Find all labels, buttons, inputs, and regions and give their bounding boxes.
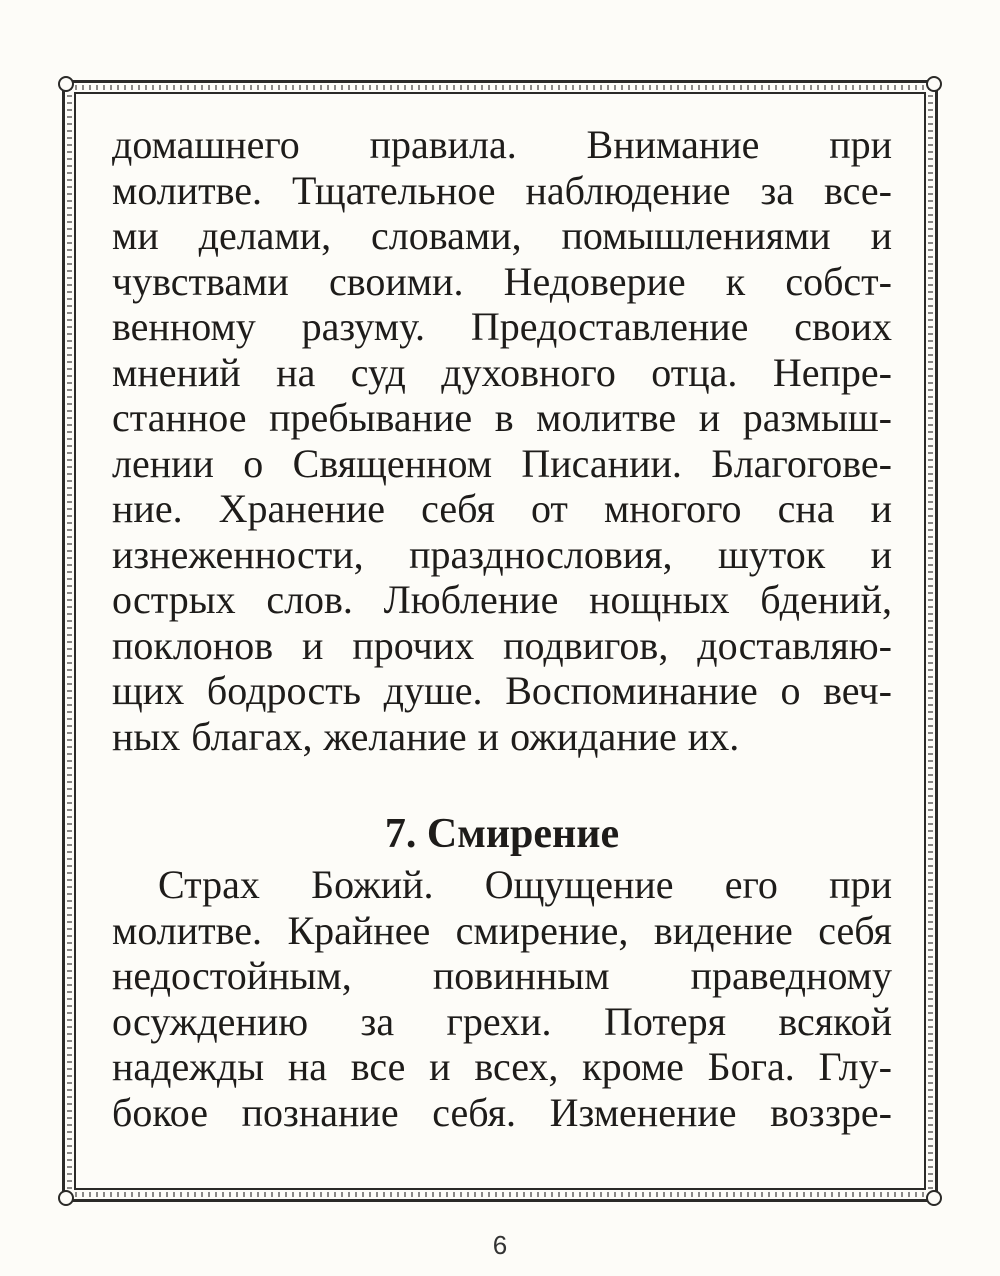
word: всех, [474, 1044, 559, 1089]
word: молитве [536, 395, 677, 440]
word: к [725, 258, 746, 304]
word: лении [112, 440, 214, 486]
word: Писании. [521, 440, 682, 486]
text-line [112, 623, 892, 669]
word: молитве. [112, 167, 263, 213]
word: воззре- [770, 1089, 892, 1135]
word: помышлениями [561, 213, 831, 258]
word: праведному [690, 953, 892, 998]
word: всякой [778, 998, 892, 1044]
text-line [112, 999, 892, 1045]
word: Священном [292, 440, 493, 486]
word: себя [421, 486, 495, 531]
word: Божий. [311, 862, 434, 907]
text-line [112, 908, 892, 954]
page-border-band-left [67, 86, 72, 1196]
word: и [477, 713, 500, 759]
word: наблюдение [525, 167, 731, 213]
page-border-band-right [928, 86, 933, 1196]
word: собст- [785, 258, 892, 304]
word: его [724, 862, 778, 907]
word: за [360, 998, 395, 1044]
word: грехи. [446, 998, 552, 1044]
word: Воспоминание [505, 668, 758, 713]
word: ожидание [510, 713, 677, 759]
word: бдений, [760, 577, 892, 622]
word: и [429, 1044, 451, 1089]
word: Предоставление [470, 304, 749, 349]
word: на [287, 1044, 328, 1089]
text-line [112, 350, 892, 396]
word: правила. [369, 122, 517, 167]
word: размыш- [742, 395, 892, 440]
word: о [780, 668, 801, 713]
corner-ornament-top-right [926, 76, 942, 92]
word: благах, [191, 713, 313, 759]
word: суд [350, 349, 406, 395]
word: видение [653, 907, 793, 953]
word: душе. [383, 668, 483, 713]
word: своими. [328, 258, 464, 304]
word: Изменение [549, 1089, 737, 1135]
text-line [112, 441, 892, 487]
text-line [112, 168, 892, 214]
text-line [112, 862, 892, 908]
word: Ощущение [484, 862, 674, 907]
word: Благогове- [711, 440, 892, 486]
word: Любление [383, 577, 559, 622]
word: прочих [352, 622, 475, 668]
word: мнений [112, 349, 241, 395]
word: молитве. [112, 907, 263, 953]
word: венному [112, 304, 256, 349]
word: шуток [717, 531, 826, 577]
word: их. [687, 713, 740, 759]
text-line [112, 259, 892, 305]
word: бокое [112, 1089, 208, 1135]
word: Потеря [603, 998, 726, 1044]
word: слов. [266, 577, 353, 622]
word: делами, [198, 213, 332, 258]
text-line [112, 1090, 892, 1136]
word: от [530, 486, 568, 531]
word: Глу- [818, 1044, 892, 1089]
word: и [302, 622, 324, 668]
word: подвигов, [503, 622, 669, 668]
text-line [112, 532, 892, 578]
text-line [112, 577, 892, 623]
word: все- [824, 167, 892, 213]
word: недостойным, [112, 953, 352, 998]
word: ми [112, 213, 159, 258]
word: надежды [112, 1044, 265, 1089]
word: духовного [441, 349, 616, 395]
word: осуждению [112, 998, 309, 1044]
paragraph-humility [112, 862, 892, 1135]
section-heading: 7. Смирение [384, 811, 620, 857]
corner-ornament-bottom-right [926, 1190, 942, 1206]
word: Недоверие [503, 258, 686, 304]
word: Непре- [772, 349, 892, 395]
corner-ornament-bottom-left [58, 1190, 74, 1206]
text-line [112, 714, 892, 760]
word: за [760, 167, 795, 213]
word: отца. [651, 349, 738, 395]
word: многого [603, 486, 742, 531]
word: Бога. [707, 1044, 795, 1089]
text-line [112, 486, 892, 532]
word: Хранение [218, 486, 386, 531]
word: бодрость [206, 668, 361, 713]
word: щих [112, 668, 185, 713]
word: в [494, 395, 514, 440]
word: своих [794, 304, 892, 349]
page-border-band-top [68, 85, 932, 90]
word: изнеженности, [112, 531, 364, 577]
word: Страх [158, 862, 260, 907]
word: чувствами [112, 258, 289, 304]
word: нощных [589, 577, 730, 622]
page-number: 6 [492, 1230, 508, 1260]
word: о [243, 440, 264, 486]
word: все [350, 1044, 406, 1089]
word: ние. [112, 486, 183, 531]
word: доставляю- [697, 622, 892, 668]
word: себя [818, 907, 892, 953]
word: желание [323, 713, 467, 759]
word: сна [777, 486, 835, 531]
word: празднословия, [409, 531, 673, 577]
word: ных [112, 713, 181, 759]
text-line [112, 304, 892, 350]
word: и [698, 395, 721, 440]
word: Тщательное [292, 167, 496, 213]
word: и [870, 486, 892, 531]
word: Крайнее [287, 907, 431, 953]
word: разуму. [301, 304, 426, 349]
word: и [870, 531, 892, 577]
text-line [112, 122, 892, 168]
word: веч- [823, 668, 892, 713]
paragraph-virtues [112, 122, 892, 759]
word: кроме [582, 1044, 684, 1089]
word: словами, [371, 213, 522, 258]
word: при [829, 122, 892, 167]
word: Внимание [586, 122, 760, 167]
word: поклонов [112, 622, 274, 668]
text-line [112, 668, 892, 714]
word: смирение, [455, 907, 629, 953]
word: познание [241, 1089, 399, 1135]
word: домашнего [112, 122, 300, 167]
corner-ornament-top-left [58, 76, 74, 92]
word: на [276, 349, 316, 395]
text-line [112, 1044, 892, 1090]
word: станное [112, 395, 247, 440]
text-line [112, 953, 892, 999]
word: повинным [432, 953, 610, 998]
word: себя. [432, 1089, 516, 1135]
word: пребывание [269, 395, 473, 440]
word: острых [112, 577, 236, 622]
word: и [870, 213, 892, 258]
page-border-band-bottom [68, 1192, 932, 1197]
text-line [112, 395, 892, 441]
text-line [112, 213, 892, 259]
word: при [829, 862, 892, 907]
